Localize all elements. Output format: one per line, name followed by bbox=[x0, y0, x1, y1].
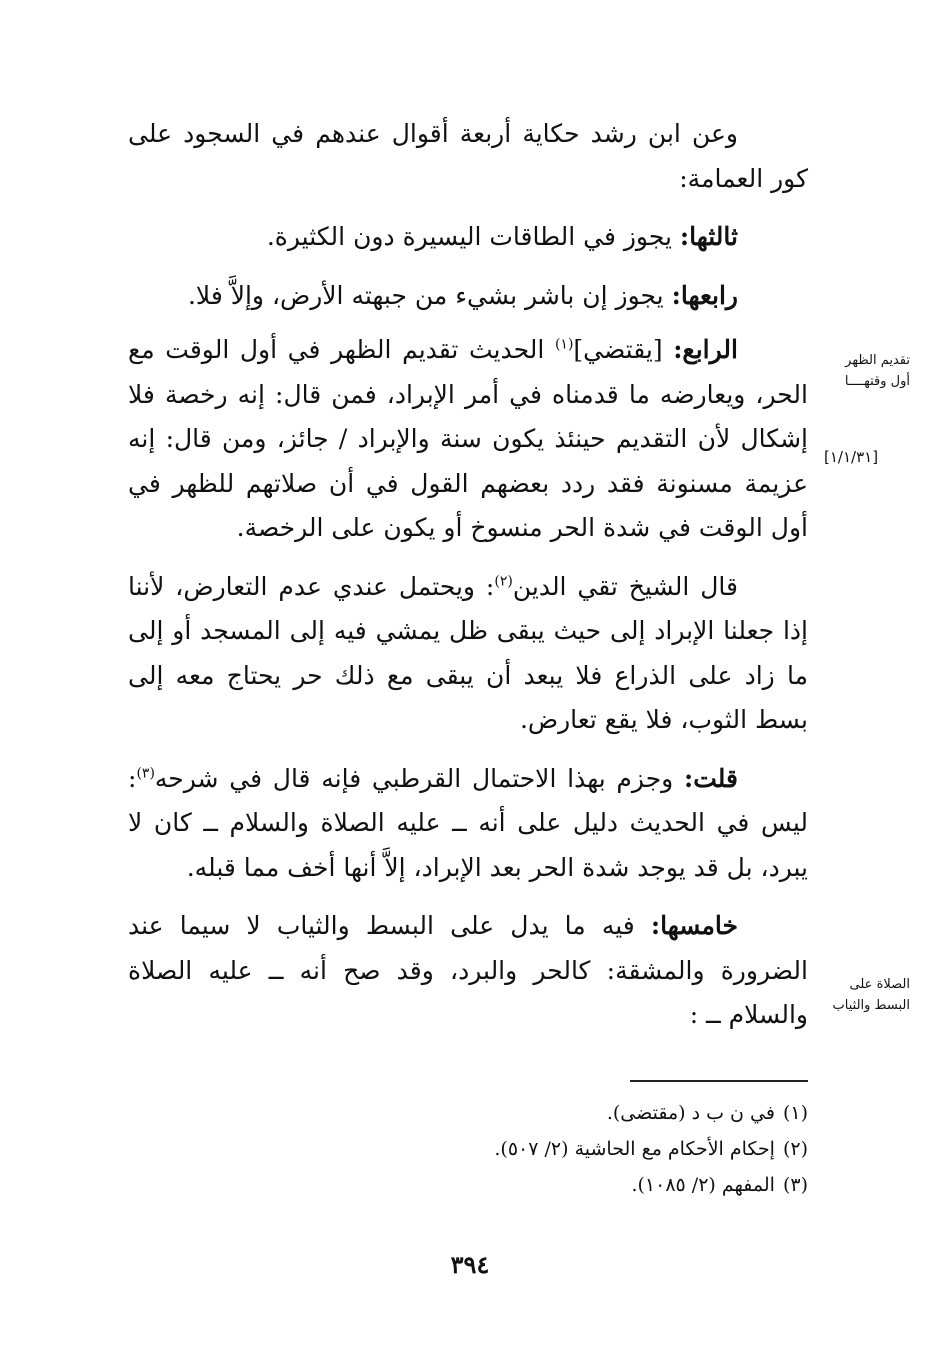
margin-note-line: البسط والثياب bbox=[832, 998, 910, 1013]
footnote-number: (١) bbox=[782, 1102, 808, 1124]
footnote-number: (٣) bbox=[782, 1174, 808, 1196]
paragraph-text: : ليس في الحديث دليل على أنه ــ عليه الصلاة والسلام ــ كان لا يبرد، بل قد يوجد شدة الحر بعد الإبراد، إلاَّ أنها أخف مما قبله. bbox=[128, 763, 808, 882]
footnotes bbox=[300, 1095, 808, 1203]
margin-note-line: تقديم الظهر bbox=[845, 353, 910, 368]
footnote-separator bbox=[630, 1080, 808, 1082]
paragraph-taqi-aldin bbox=[128, 565, 808, 743]
footnote-text: إحكام الأحكام مع الحاشية (٢/ ٥٠٧). bbox=[494, 1138, 775, 1160]
paragraph-fourth bbox=[128, 274, 808, 319]
footnote-marker-1: (١) bbox=[554, 336, 574, 353]
keyword-the-fourth: الرابع: bbox=[673, 335, 738, 364]
margin-note-line: الصلاة على bbox=[849, 977, 910, 992]
paragraph-text: وعن ابن رشد حكاية أربعة أقوال عندهم في السجود على كور العمامة: bbox=[128, 119, 808, 193]
page-number: ٣٩٤ bbox=[450, 1250, 490, 1279]
paragraph-text: فيه ما يدل على البسط والثياب لا سيما عند الضرورة والمشقة: كالحر والبرد، وقد صح أنه ــ عليه الصلاة والسلام ــ : bbox=[128, 911, 808, 1029]
margin-note-dhuhr bbox=[826, 350, 910, 392]
paragraph-text: [يقتضي] bbox=[573, 335, 674, 364]
footnote-number: (٢) bbox=[782, 1138, 808, 1160]
margin-note-line: أول وقتهــــا bbox=[844, 374, 910, 389]
keyword-qultu: قلت: bbox=[683, 763, 738, 793]
paragraph-text: يجوز إن باشر بشيء من جبهته الأرض، وإلاَّ فلا. bbox=[187, 280, 672, 310]
footnote-2 bbox=[300, 1131, 808, 1167]
paragraph-ibn-rushd bbox=[128, 112, 808, 201]
footnote-marker-2: (٢) bbox=[494, 573, 513, 590]
main-text bbox=[128, 112, 808, 1038]
keyword-fourth: رابعها: bbox=[671, 280, 738, 310]
keyword-third: ثالثها: bbox=[679, 222, 738, 251]
margin-note-prayer bbox=[826, 974, 910, 1016]
paragraph-text: قال الشيخ تقي الدين bbox=[512, 571, 738, 601]
footnote-marker-3: (٣) bbox=[136, 765, 155, 782]
keyword-fifth: خامسها: bbox=[650, 911, 738, 940]
footnote-3 bbox=[300, 1167, 808, 1203]
manuscript-reference: [١/١/٣١] bbox=[824, 448, 879, 466]
paragraph-third bbox=[128, 215, 808, 260]
paragraph-fifth bbox=[128, 904, 808, 1038]
paragraph-text: يجوز في الطاقات اليسيرة دون الكثيرة. bbox=[266, 222, 680, 251]
paragraph-text: وجزم بهذا الاحتمال القرطبي فإنه قال في شرحه bbox=[154, 763, 684, 793]
footnote-text: المفهم (٢/ ١٠٨٥). bbox=[631, 1174, 775, 1196]
footnote-1 bbox=[300, 1095, 808, 1131]
paragraph-text: : ويحتمل عندي عدم التعارض، لأننا إذا جعلنا الإبراد إلى حيث يبقى ظل يمشي فيه إلى المسجد أو إلى ما زاد على الذراع فلا يبعد أن يبقى مع ذلك حر يحتاج معه إلى بسط الثوب، فلا يقع تعارض. bbox=[128, 571, 808, 734]
paragraph-text: الحديث تقديم الظهر في أول الوقت مع الحر، ويعارضه ما قدمناه في أمر الإبراد، فمن قال: إنه رخصة فلا إشكال لأن التقديم حينئذ يكون سنة والإبراد / جائز، ومن قال: إنه عزيمة مسنونة فقد ردد بعضهم القول في أن صلاتهم للظهر في أول الوقت في شدة الحر منسوخ أو يكون على الرخصة. bbox=[128, 335, 808, 542]
paragraph-qultu bbox=[128, 757, 808, 891]
footnote-text: في ن ب د (مقتضى). bbox=[606, 1102, 775, 1124]
paragraph-the-fourth-issue bbox=[128, 328, 808, 551]
